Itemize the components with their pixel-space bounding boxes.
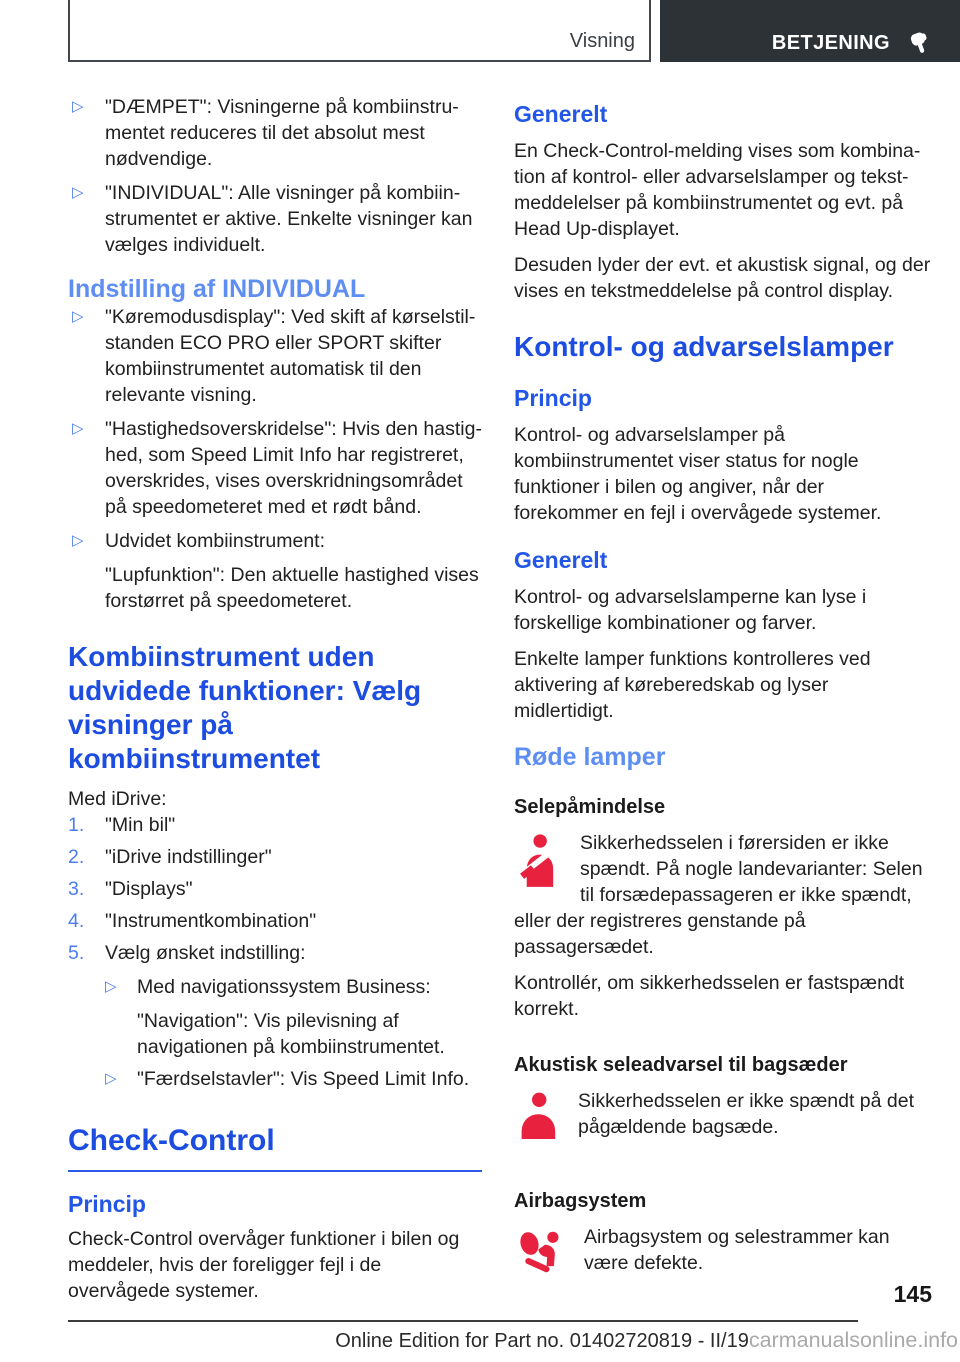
list-item [68,528,482,614]
heading-kontrol-advarselslamper: Kontrol- og advarselslamper [514,331,894,362]
airbag-warning-icon [516,1227,566,1282]
airbag-warning-block [514,1224,932,1288]
triangle-bullet-icon: ▷ [72,184,84,201]
list-item-text: "Køremodusdisplay": Ved skift af kørselstilstanden ECO PRO eller SPORT skifter kombiinstrumentet automatisk til den relevante visning. [105,306,476,406]
list-item-text: "Færdselstavler": Vis Speed Limit Info. [137,1068,470,1090]
step-number: 3. [68,878,85,900]
step-item [68,844,482,870]
triangle-bullet-icon: ▷ [105,1070,117,1087]
page-content [68,94,932,1304]
footer-line [335,1328,958,1353]
heading-princip-left: Princip [68,1191,146,1217]
step-item [68,940,482,1092]
step-text: Vælg ønsket indstilling: [105,942,306,964]
step-number: 4. [68,910,85,932]
lupfunktion-paragraph: "Lupfunktion": Den aktuelle hastighed vises forstørret på speedometeret. [105,564,479,612]
seatbelt-warning-text: Sikkerhedsselen i førersiden er ikke spændt. På nogle landevarianter: Selen til forsædepassageren er ikke spændt, eller der registreres genstande på passagersædet. [514,832,923,958]
list-item [68,94,482,172]
watermark-text: carmanualsonline.info [748,1328,958,1352]
generelt-paragraph-2: Enkelte lamper funktions kontrolleres ved aktivering af køreberedskab og lyser midlertidigt. [514,648,871,722]
heading-generelt-2: Generelt [514,547,608,573]
heading-kombiinstrument: Kombiinstrument uden udvidede funktioner: Vælg visninger på kombiinstrumentet [68,641,422,774]
right-column [514,94,932,1304]
list-item-text: Med navigationssystem Business: [137,976,431,998]
rear-seatbelt-warning-text: Sikkerhedsselen er ikke spændt på det pågældende bagsæde. [578,1090,915,1138]
display-options-list [68,94,482,258]
edition-text: Online Edition for Part no. 01402720819 - II/19 [335,1330,749,1352]
triangle-bullet-icon: ▷ [105,978,117,995]
heading-generelt-1: Generelt [514,101,608,127]
step-text: "Displays" [105,878,193,900]
step-number: 2. [68,846,85,868]
list-item [105,1066,482,1092]
check-control-paragraph-2: Desuden lyder der evt. et akustisk signal, og der vises en tekstmeddelelse på control display. [514,254,931,302]
individual-options-list [68,304,482,614]
step-text: "Min bil" [105,814,176,836]
list-item-text: "Hastighedsoverskridelse": Hvis den hastighed, som Speed Limit Info har registreret, overskrides, vises overskridningsområdet på speedometeret med et rødt bånd. [105,418,482,518]
left-column [68,94,482,1304]
heading-selepaamindelse: Selepåmindelse [514,796,666,818]
triangle-bullet-icon: ▷ [72,308,84,325]
rear-seat-occupant-icon [516,1091,560,1146]
step-item [68,812,482,838]
step-text: "iDrive indstillinger" [105,846,272,868]
triangle-bullet-icon: ▷ [72,532,84,549]
list-item [68,180,482,258]
list-item [68,304,482,408]
heading-rode-lamper: Røde lamper [514,743,666,771]
med-idrive-paragraph: Med iDrive: [68,788,167,810]
seatbelt-reminder-icon [516,833,562,894]
step-number: 5. [68,942,85,964]
rear-seatbelt-warning-block [514,1088,932,1152]
airbag-warning-text: Airbagsystem og selestrammer kan være defekte. [584,1226,890,1274]
triangle-bullet-icon: ▷ [72,420,84,437]
seatbelt-check-paragraph: Kontrollér, om sikkerhedsselen er fastspændt korrekt. [514,972,905,1020]
princip-paragraph-right: Kontrol- og advarselslamper på kombiinstrumentet viser status for nogle funktioner i bilen og angiver, når der forekommer en fejl i overvågede systemer. [514,424,882,524]
princip-paragraph-left: Check-Control overvåger funktioner i bilen og meddeler, hvis der foreligger fejl i de overvågede systemer. [68,1228,460,1302]
navigation-paragraph: "Navigation": Vis pilevisning af navigationen på kombiinstrumentet. [137,1010,445,1058]
seatbelt-warning-block [514,830,932,960]
list-item [68,416,482,520]
heading-underline [68,1170,482,1172]
footer-divider [68,1320,858,1322]
heading-princip-right: Princip [514,385,592,411]
list-item-text: Udvidet kombiinstrument: [105,530,326,552]
tab-betjening-label: BETJENING [771,32,890,54]
step-item [68,908,482,934]
section-tab-visning [68,0,651,62]
generelt-paragraph-1: Kontrol- og advarselslamperne kan lyse i forskellige kombinationer og farver. [514,586,867,634]
pointing-hand-icon [905,27,932,59]
step-text: "Instrumentkombination" [105,910,317,932]
list-item [105,974,482,1060]
tab-visning-label: Visning [569,30,635,52]
heading-akustisk-seleadvarsel: Akustisk seleadvarsel til bagsæder [514,1054,848,1076]
page-number: 145 [893,1281,932,1307]
step5-sub-list [105,974,482,1092]
section-tab-betjening [660,0,960,62]
heading-check-control: Check-Control [68,1124,275,1157]
triangle-bullet-icon: ▷ [72,98,84,115]
list-item-text: "INDIVIDUAL": Alle visninger på kombiinstrumentet er aktive. Enkelte visninger kan vælges individuelt. [105,182,473,256]
heading-airbagsystem: Airbagsystem [514,1190,647,1212]
idrive-steps-list [68,812,482,1092]
step-item [68,876,482,902]
list-item-text: "DÆMPET": Visningerne på kombiinstrumentet reduceres til det absolut mest nødvendige. [105,96,459,170]
step-number: 1. [68,814,85,836]
heading-indstilling-individual: Indstilling af INDIVIDUAL [68,275,366,303]
check-control-paragraph-1: En Check-Control-melding vises som kombination af kontrol- eller advarselslamper og tekstmeddelelser på kombiinstrumentet og evt. på Head Up-displayet. [514,140,921,240]
